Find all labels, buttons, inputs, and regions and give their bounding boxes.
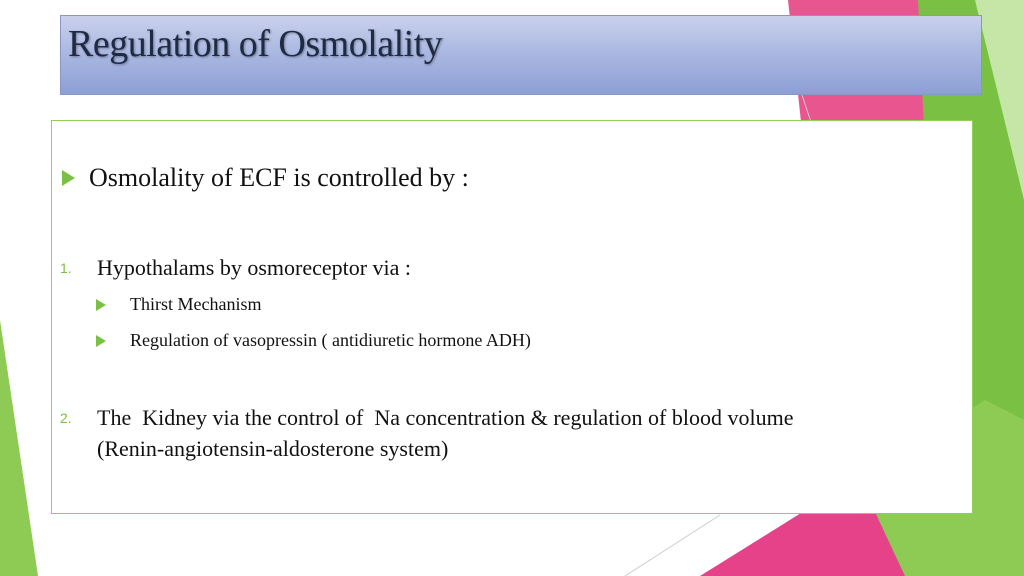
list-number-2: 2. bbox=[60, 410, 72, 426]
title-bar bbox=[60, 15, 982, 95]
list-item-1-text: Hypothalams by osmoreceptor via : bbox=[97, 255, 412, 280]
list-item-2-line-1: The Kidney via the control of Na concentration & regulation of blood volume bbox=[97, 405, 794, 430]
sub-item-text: Regulation of vasopressin ( antidiuretic hormone ADH) bbox=[130, 330, 531, 350]
list-item-2-text bbox=[97, 402, 793, 464]
main-bullet bbox=[62, 163, 469, 193]
sub-item-text: Thirst Mechanism bbox=[130, 294, 262, 314]
deco-thin-line-lower bbox=[625, 515, 720, 576]
list-item-2-line-2: (Renin-angiotensin-aldosterone system) bbox=[97, 436, 449, 461]
content-box bbox=[51, 120, 973, 514]
triangle-right-icon bbox=[96, 335, 106, 347]
slide-title: Regulation of Osmolality bbox=[68, 23, 443, 65]
sub-item-thirst bbox=[96, 294, 261, 315]
sub-item-vasopressin bbox=[96, 330, 531, 351]
triangle-right-icon bbox=[96, 299, 106, 311]
list-number-1: 1. bbox=[60, 260, 72, 276]
triangle-right-icon bbox=[62, 170, 75, 186]
main-bullet-text: Osmolality of ECF is controlled by : bbox=[89, 163, 469, 192]
deco-green-left-strip bbox=[0, 320, 38, 576]
